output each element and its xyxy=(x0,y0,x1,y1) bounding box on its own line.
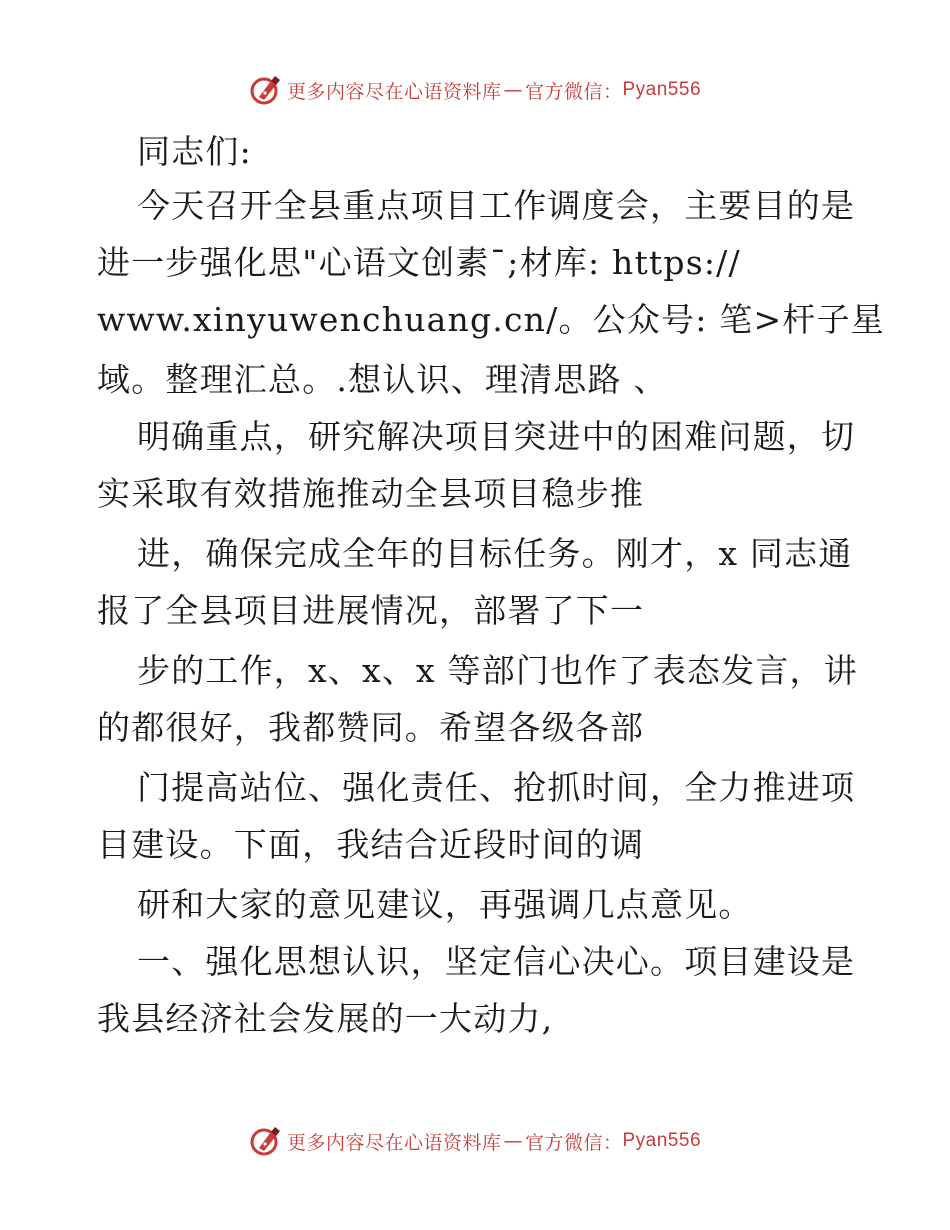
header-watermark-banner xyxy=(0,70,950,110)
banner-handle: Pyan556 xyxy=(622,1130,702,1151)
banner-separator: — xyxy=(503,79,523,101)
paragraph-line: 门提高站位、强化责任、抢抓时间，全力推进项 xyxy=(137,768,856,807)
footer-watermark-banner xyxy=(0,1121,950,1161)
paragraph-line: 同志们: xyxy=(137,132,252,171)
paragraph-line: 明确重点，研究解决项目突进中的困难问题，切 xyxy=(137,417,856,456)
paragraph-line: 一、强化思想认识，坚定信心决心。项目建设是 xyxy=(137,942,856,981)
paragraph-line: www.xinyuwenchuang.cn/。公众号: 笔>杆子星 xyxy=(97,300,885,339)
banner-text: 更多内容尽在心语资料库 xyxy=(286,1131,502,1154)
paragraph-line: 步的工作，x、x、x 等部门也作了表态发言，讲 xyxy=(137,651,858,690)
paragraph-line: 研和大家的意见建议，再强调几点意见。 xyxy=(137,885,753,924)
paragraph-line: 域。整理汇总。.想认识、理清思路 、 xyxy=(97,360,668,399)
banner-handle: Pyan556 xyxy=(622,79,702,100)
banner-wechat-label: 官方微信： xyxy=(524,1131,623,1154)
banner-wechat-label: 官方微信： xyxy=(524,80,623,103)
banner-text: 更多内容尽在心语资料库 xyxy=(286,80,502,103)
paragraph-line: 进一步强化思"心语文创素¯;材库: https:// xyxy=(97,243,741,282)
paragraph-line: 目建设。下面，我结合近段时间的调 xyxy=(97,825,645,864)
paragraph-line: 的都很好，我都赞同。希望各级各部 xyxy=(97,708,645,747)
paragraph-line: 报了全县项目进展情况，部署了下一 xyxy=(97,591,645,630)
paragraph-line: 今天召开全县重点项目工作调度会，主要目的是 xyxy=(137,186,856,225)
pen-nib-logo-icon xyxy=(249,1124,283,1158)
paragraph-line: 我县经济社会发展的一大动力, xyxy=(97,999,554,1038)
paragraph-line: 实采取有效措施推动全县项目稳步推 xyxy=(97,474,645,513)
paragraph-line: 进，确保完成全年的目标任务。刚才，x 同志通 xyxy=(137,534,853,573)
banner-separator: — xyxy=(503,1130,523,1152)
pen-nib-logo-icon xyxy=(249,73,283,107)
